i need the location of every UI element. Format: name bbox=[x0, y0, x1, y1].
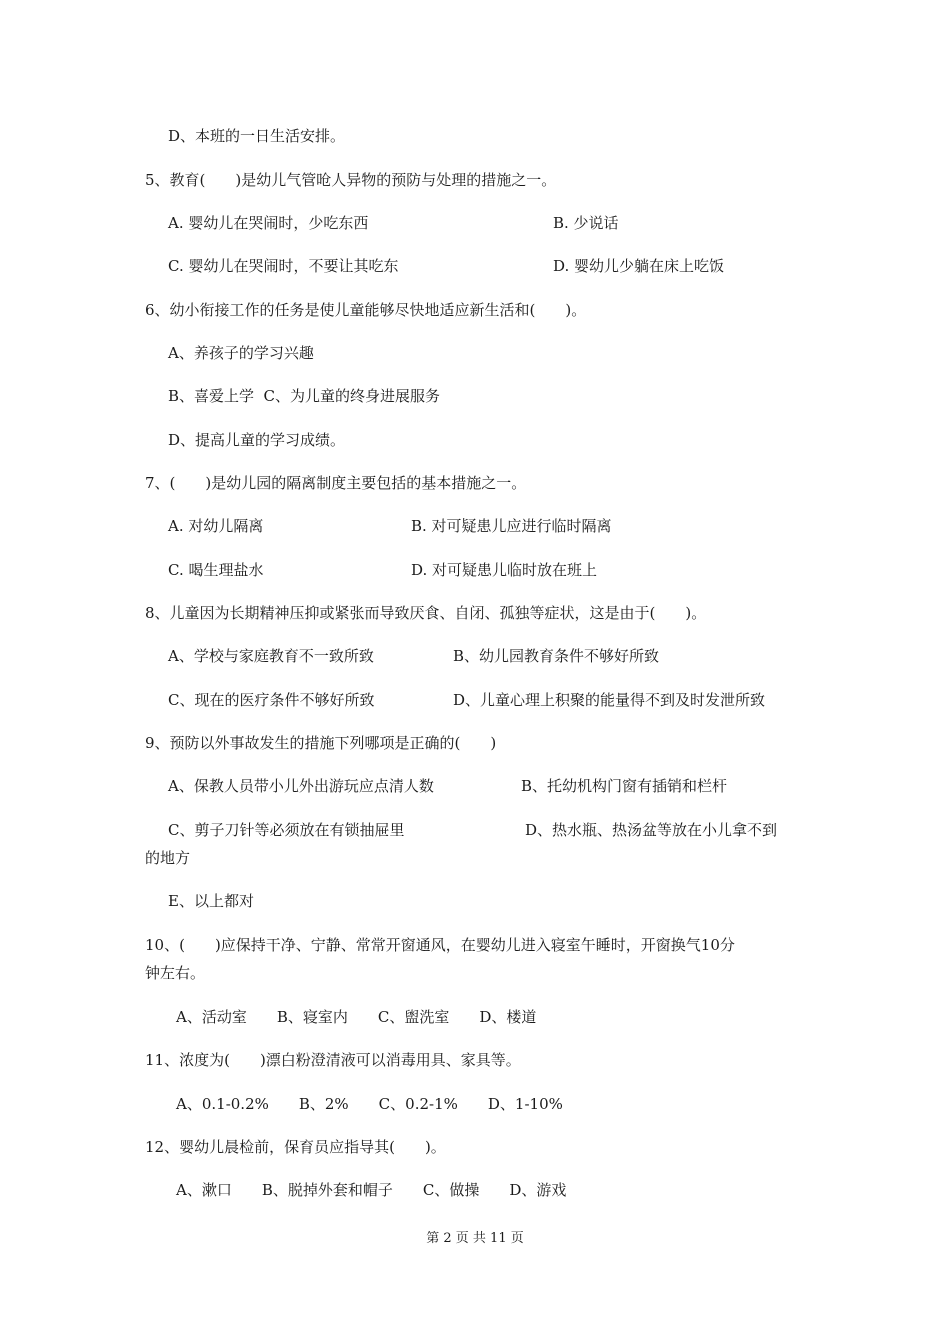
question-9-option-e: E、以上都对 bbox=[168, 892, 254, 910]
question-5-option-b: B. 少说话 bbox=[553, 214, 619, 232]
question-7-option-c: C. 喝生理盐水 bbox=[168, 561, 264, 579]
question-8-option-d: D、儿童心理上积聚的能量得不到及时发泄所致 bbox=[453, 691, 766, 709]
question-9-option-d: D、热水瓶、热汤盆等放在小儿拿不到 bbox=[525, 821, 778, 839]
question-12-options: A、漱口 B、脱掉外套和帽子 C、做操 D、游戏 bbox=[176, 1181, 567, 1199]
question-5-option-a: A. 婴幼儿在哭闹时，少吃东西 bbox=[168, 214, 369, 232]
question-7-option-d: D. 对可疑患儿临时放在班上 bbox=[411, 561, 598, 579]
question-9-stem: 9、预防以外事故发生的措施下列哪项是正确的( ) bbox=[145, 734, 497, 752]
question-4-option-d: D、本班的一日生活安排。 bbox=[168, 127, 346, 145]
question-11-stem: 11、浓度为( )漂白粉澄清液可以消毒用具、家具等。 bbox=[145, 1051, 521, 1069]
question-10-options: A、活动室 B、寝室内 C、盥洗室 D、楼道 bbox=[176, 1008, 537, 1026]
question-11-options: A、0.1-0.2% B、2% C、0.2-1% D、1-10% bbox=[176, 1095, 563, 1113]
question-6-option-a: A、养孩子的学习兴趣 bbox=[168, 344, 314, 362]
question-7-option-a: A. 对幼儿隔离 bbox=[168, 517, 264, 535]
question-9-option-d-continued: 的地方 bbox=[145, 849, 191, 867]
question-5-stem: 5、教育( )是幼儿气管呛人异物的预防与处理的措施之一。 bbox=[145, 171, 557, 189]
question-10-stem: 10、( )应保持干净、宁静、常常开窗通风，在婴幼儿进入寝室午睡时，开窗换气10分 bbox=[145, 936, 735, 954]
question-8-option-c: C、现在的医疗条件不够好所致 bbox=[168, 691, 375, 709]
question-9-option-b: B、托幼机构门窗有插销和栏杆 bbox=[521, 777, 728, 795]
question-5-option-c: C. 婴幼儿在哭闹时，不要让其吃东 bbox=[168, 257, 399, 275]
question-12-stem: 12、婴幼儿晨检前，保育员应指导其( )。 bbox=[145, 1138, 446, 1156]
question-8-stem: 8、儿童因为长期精神压抑或紧张而导致厌食、自闭、孤独等症状，这是由于( )。 bbox=[145, 604, 707, 622]
question-6-option-bc: B、喜爱上学 C、为儿童的终身进展服务 bbox=[168, 387, 441, 405]
question-10-stem-continued: 钟左右。 bbox=[145, 964, 206, 982]
question-9-option-a: A、保教人员带小儿外出游玩应点清人数 bbox=[168, 777, 434, 795]
question-8-option-b: B、幼儿园教育条件不够好所致 bbox=[453, 647, 660, 665]
question-7-stem: 7、( )是幼儿园的隔离制度主要包括的基本措施之一。 bbox=[145, 474, 527, 492]
question-5-option-d: D. 婴幼儿少躺在床上吃饭 bbox=[553, 257, 725, 275]
question-6-option-d: D、提高儿童的学习成绩。 bbox=[168, 431, 346, 449]
question-7-option-b: B. 对可疑患儿应进行临时隔离 bbox=[411, 517, 612, 535]
page-number-footer: 第 2 页 共 11 页 bbox=[426, 1231, 524, 1246]
question-6-stem: 6、幼小衔接工作的任务是使儿童能够尽快地适应新生活和( )。 bbox=[145, 301, 587, 319]
question-9-option-c: C、剪子刀针等必须放在有锁抽屉里 bbox=[168, 821, 405, 839]
question-8-option-a: A、学校与家庭教育不一致所致 bbox=[168, 647, 374, 665]
